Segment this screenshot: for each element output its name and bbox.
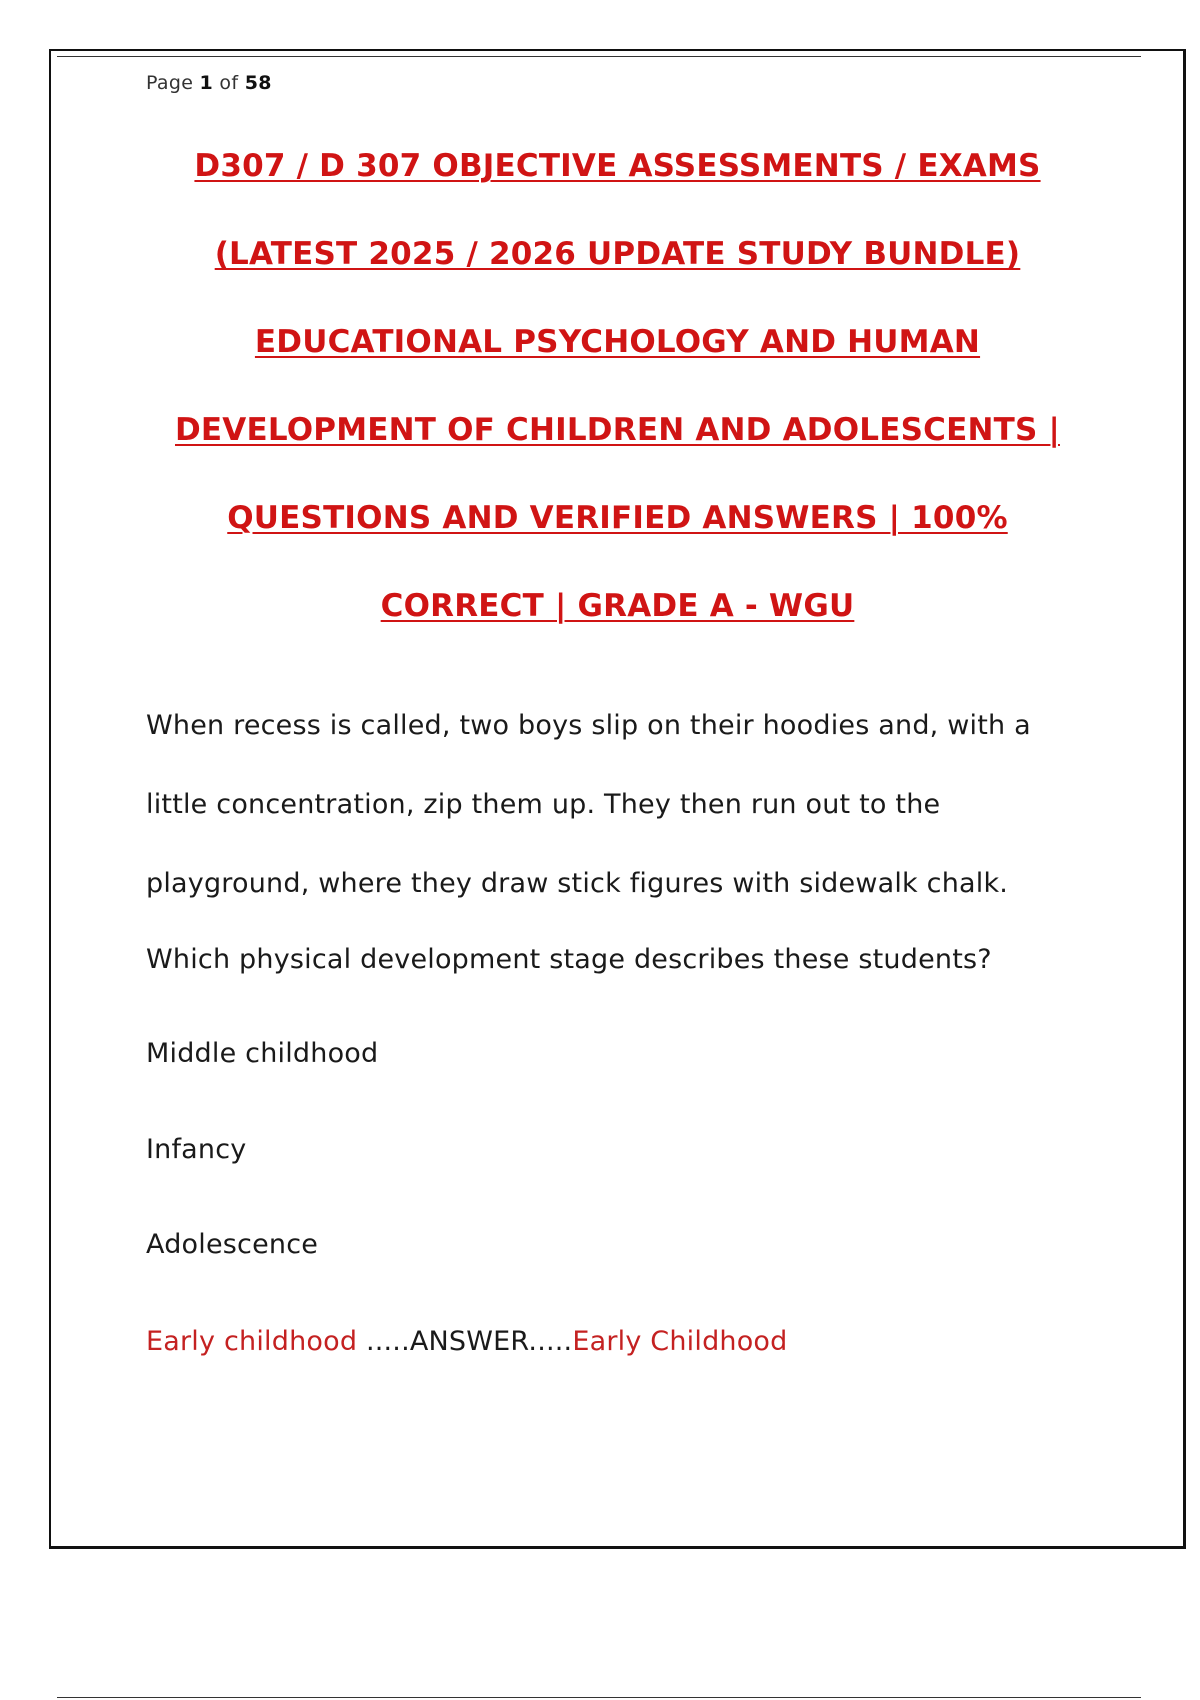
title-line: EDUCATIONAL PSYCHOLOGY AND HUMAN xyxy=(254,324,981,360)
answer-option-correct: Early childhood xyxy=(146,1326,358,1357)
answer-option: Middle childhood xyxy=(146,1038,379,1069)
question-prompt: Which physical development stage describes these students? xyxy=(146,944,992,975)
title-line: QUESTIONS AND VERIFIED ANSWERS | 100% xyxy=(227,500,1008,536)
answer-option: Infancy xyxy=(146,1134,247,1165)
page-number-total: 58 xyxy=(244,72,272,94)
title-line: D307 / D 307 OBJECTIVE ASSESSMENTS / EXAMS xyxy=(194,148,1041,184)
correct-answer: Early Childhood xyxy=(572,1326,788,1357)
answer-option: Adolescence xyxy=(146,1229,319,1260)
page-number-of: of xyxy=(219,72,239,94)
page-number-prefix: Page xyxy=(146,72,194,94)
top-rule xyxy=(57,56,1141,57)
page-number-current: 1 xyxy=(199,72,214,94)
answer-separator: .....ANSWER..... xyxy=(357,1326,573,1357)
question-scenario: When recess is called, two boys slip on their hoodies and, with a little concentration, zip them up. They then run out to the playground, where they draw stick figures with sidewalk chalk. xyxy=(146,710,1031,899)
document-title xyxy=(100,140,1135,668)
answer-line xyxy=(146,1326,788,1357)
bottom-rule xyxy=(57,1697,1141,1698)
title-line: DEVELOPMENT OF CHILDREN AND ADOLESCENTS | xyxy=(175,412,1060,448)
title-line: (LATEST 2025 / 2026 UPDATE STUDY BUNDLE) xyxy=(214,236,1021,272)
page-number xyxy=(146,72,272,94)
title-line: CORRECT | GRADE A - WGU xyxy=(380,588,855,624)
